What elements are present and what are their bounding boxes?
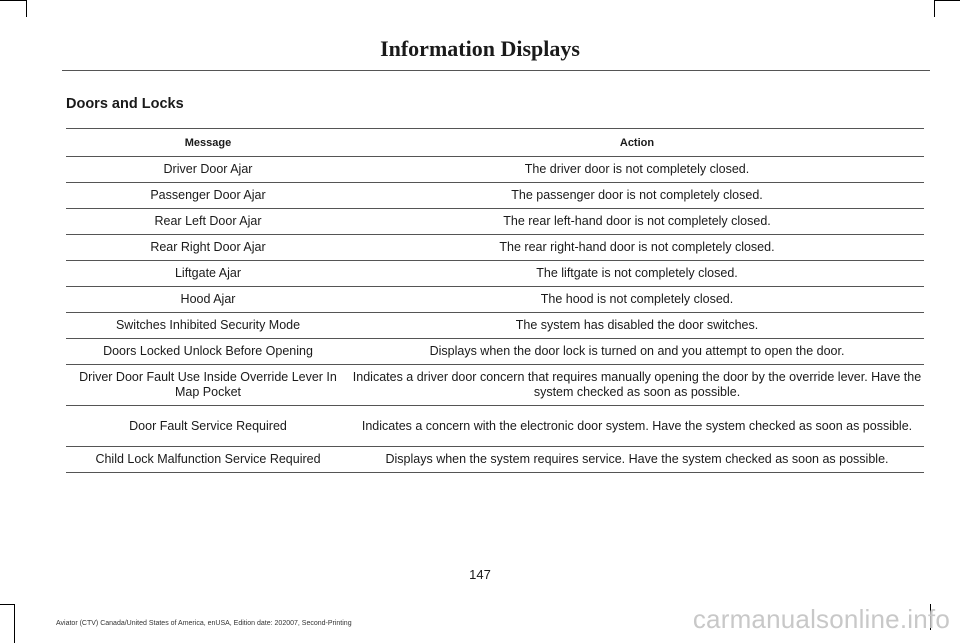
action-cell: The passenger door is not completely closed.	[350, 183, 924, 209]
table-row	[66, 365, 924, 406]
crop-mark	[934, 0, 960, 1]
action-cell: Displays when the system requires service. Have the system checked as soon as possible.	[350, 447, 924, 473]
page-title: Information Displays	[380, 36, 580, 61]
table-row	[66, 209, 924, 235]
message-cell: Door Fault Service Required	[66, 406, 350, 447]
crop-mark	[26, 0, 27, 17]
action-cell: The rear left-hand door is not completely closed.	[350, 209, 924, 235]
message-cell: Driver Door Ajar	[66, 157, 350, 183]
page-number: 147	[469, 567, 491, 582]
message-cell: Liftgate Ajar	[66, 261, 350, 287]
column-header-message: Message	[66, 129, 350, 157]
table-row	[66, 447, 924, 473]
action-cell: The system has disabled the door switches.	[350, 313, 924, 339]
watermark[interactable]: carmanualsonline.info	[692, 604, 950, 634]
action-cell: Indicates a driver door concern that requires manually opening the door by the override lever. Have the system checked as soon as possible.	[350, 365, 924, 406]
action-cell: Displays when the door lock is turned on and you attempt to open the door.	[350, 339, 924, 365]
message-cell: Hood Ajar	[66, 287, 350, 313]
section-heading: Doors and Locks	[66, 96, 184, 112]
table-row	[66, 183, 924, 209]
crop-mark	[0, 604, 14, 605]
column-header-action: Action	[350, 129, 924, 157]
crop-mark	[14, 604, 15, 643]
title-rule	[62, 70, 930, 71]
action-cell: Indicates a concern with the electronic door system. Have the system checked as soon as possible.	[350, 406, 924, 447]
action-cell: The liftgate is not completely closed.	[350, 261, 924, 287]
table-row	[66, 339, 924, 365]
message-cell: Doors Locked Unlock Before Opening	[66, 339, 350, 365]
table-header-row	[66, 129, 924, 157]
table-row	[66, 406, 924, 447]
action-cell: The driver door is not completely closed.	[350, 157, 924, 183]
message-cell: Switches Inhibited Security Mode	[66, 313, 350, 339]
table-row	[66, 235, 924, 261]
table-row	[66, 287, 924, 313]
table-row	[66, 261, 924, 287]
action-cell: The rear right-hand door is not completely closed.	[350, 235, 924, 261]
message-cell: Rear Right Door Ajar	[66, 235, 350, 261]
message-cell: Rear Left Door Ajar	[66, 209, 350, 235]
message-cell: Driver Door Fault Use Inside Override Lever In Map Pocket	[66, 365, 350, 406]
action-cell: The hood is not completely closed.	[350, 287, 924, 313]
doors-locks-table	[66, 128, 924, 473]
message-cell: Passenger Door Ajar	[66, 183, 350, 209]
table-row	[66, 157, 924, 183]
crop-mark	[934, 0, 935, 17]
crop-mark	[0, 0, 26, 1]
table-row	[66, 313, 924, 339]
message-cell: Child Lock Malfunction Service Required	[66, 447, 350, 473]
edition-line: Aviator (CTV) Canada/United States of America, enUSA, Edition date: 202007, Second-Printing	[56, 620, 352, 627]
